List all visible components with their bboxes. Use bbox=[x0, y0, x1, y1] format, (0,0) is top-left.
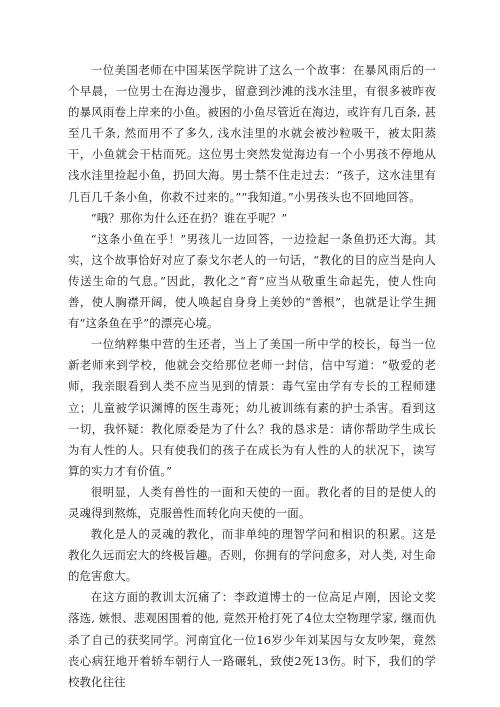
paragraph: “哦？那你为什么还在扔？谁在乎呢？” bbox=[90, 210, 288, 225]
paragraph: 一位美国老师在中国某医学院讲了这么一个故事：在暴风雨后的一个早晨，一位男士在海边漫步，留意到沙滩的浅水洼里，有很多被昨夜的暴风雨卷上岸来的小鱼。被困的小鱼尽管近在海边，或许有几百条, 甚至几千条, 然而用不了多久, 浅水洼里的水就会被沙粒吸干，被太阳蒸干，小鱼就会干枯而死。这位男士突然发觉海边有一个小男孩不停地从浅水洼里捡起小鱼，扔回大海。男士禁不住走过去：“孩子，这水洼里有几百几千条小鱼，你救不过来的。”“我知道。”小男孩头也不回地回答。 bbox=[68, 63, 436, 204]
paragraph: 一位纳粹集中营的生还者，当上了美国一所中学的校长，每当一位新老师来到学校，他就会交给那位老师一封信，信中写道：“敬爱的老师，我亲眼看到人类不应当见到的情景：毒气室由学有专长的工程师建立；儿童被学识渊博的医生毒死；幼儿被训练有素的护士杀害。看到这一切，我怀疑：教化原委是为了什么？我的恳求是：请你帮助学生成长为有人性的人。只有使我们的孩子在成长为有人性的人的状况下，读写算的实力才有价值。” bbox=[68, 337, 436, 478]
paragraph: “这条小鱼在乎！”男孩儿一边回答，一边捡起一条鱼扔还大海。其实，这个故事恰好对应了泰戈尔老人的一句话，“教化的目的应当是向人传送生命的气息。”因此，教化之“育”应当从敬重生命起先，使人性向善，使人胸襟开阔，使人唤起自身身上美妙的“善根”，也就是让学生拥有“这条鱼在乎”的漂亮心境。 bbox=[68, 231, 436, 331]
paragraph: 很明显，人类有兽性的一面和天使的一面。教化者的目的是使人的灵魂得到熬炼，克服兽性而转化向天使的一面。 bbox=[68, 484, 436, 520]
paragraph: 在这方面的教训太沉痛了：李政道博士的一位高足卢刚，因论文奖落选, 嫉恨、悲观困围着的他, 竟然开枪打死了4位太空物理学家, 继而仇杀了自己的获奖同学。河南宜化一位16岁少年刘某因与女友吵架，竟然丧心病狂地开着轿车朝行人一路碾轧，致使2死13伤。时下，我们的学校教化往往 bbox=[68, 590, 436, 689]
paragraph: 教化是人的灵魂的教化，而非单纯的理智学问和相识的积累。这是教化久远而宏大的终极旨趣。否则，你拥有的学问愈多，对人类, 对生命的危害愈大。 bbox=[68, 527, 436, 584]
